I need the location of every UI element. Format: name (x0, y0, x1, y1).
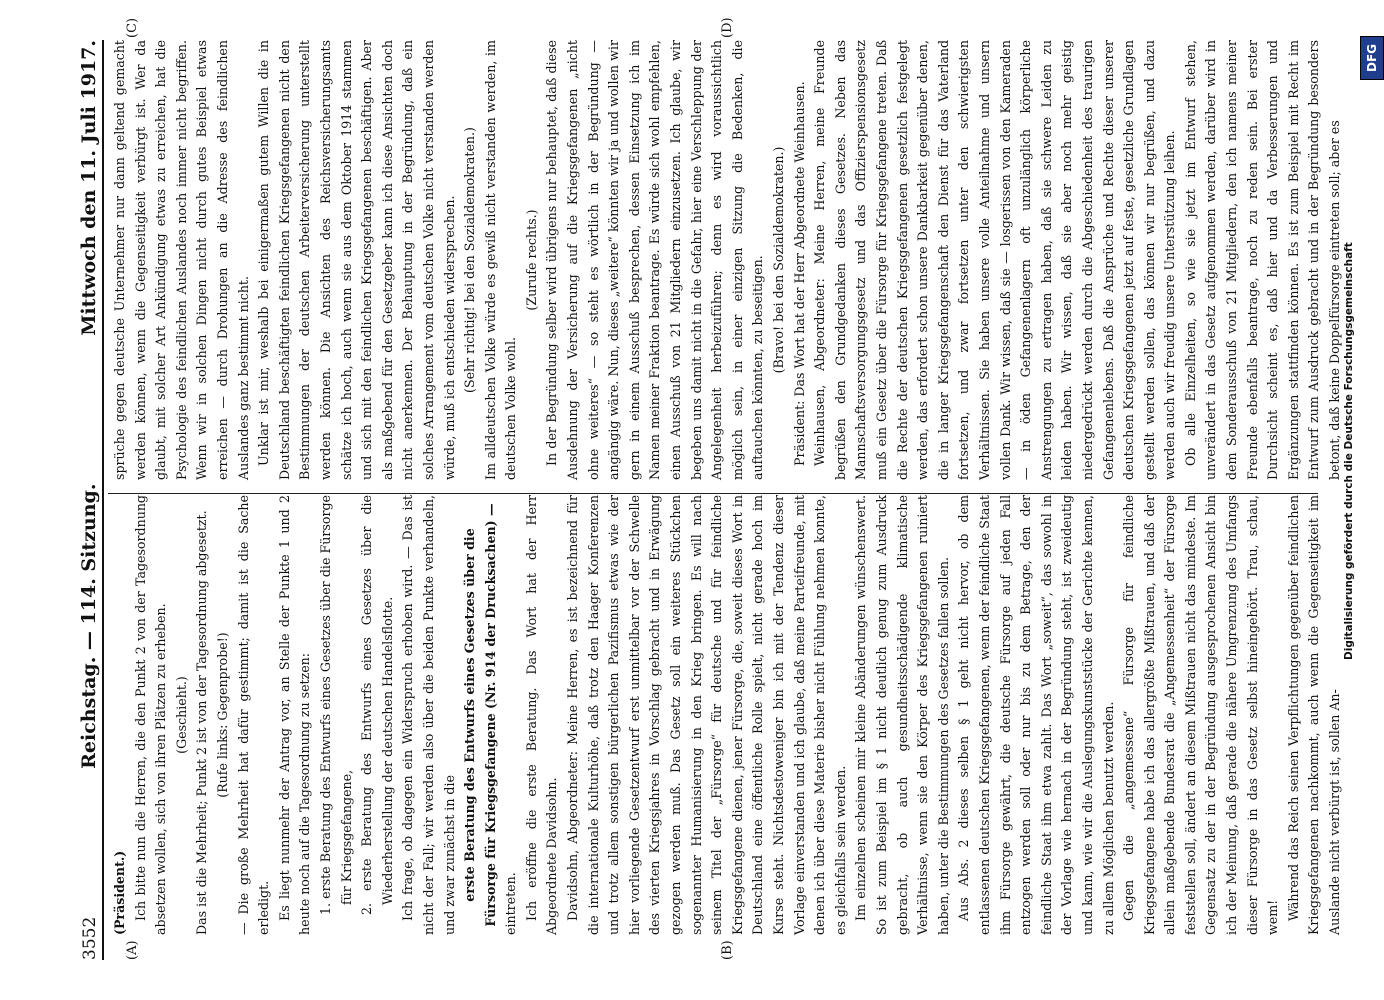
margin-mark-d: (D) (720, 17, 735, 38)
left_column-paragraph: Davidsohn, Abgeordneter: Meine Herren, es ist bezeichnend für die internationale Kulturhöhe, daß trotz den Haager Konferenzen und trotz allem sonstigen bürgerlichen Pazifismus etwas wie der hier vorliegende Gesetzentwurf erst unmittelbar vor der Schwelle des vierten Kriegsjahres in Vorschlag gebracht und in Erwägung gezogen werden muß. Das Gesetz soll ein weiteres Stückchen sogenannter Humanisierung in den Krieg bringen. Es will nach seinem Titel der „Fürsorge“ für deutsche und für feindliche Kriegsgefangene dienen, jener Fürsorge, die, soweit dieses Wort in Deutschland eine öffentliche Rolle spielt, nicht gerade hoch im Kurse steht. Nichtsdestoweniger bin ich mit der Tendenz dieser Vorlage einverstanden und ich glaube, daß meine Parteifreunde, mit denen ich über diese Materie bisher nicht Fühlung nehmen konnte, es gleichfalls sein werden. (565, 495, 848, 935)
margin-mark-c: (C) (125, 17, 140, 38)
left_column-paragraph: Das ist die Mehrheit; Punkt 2 ist von der Tagesordnung abgesetzt. (194, 510, 210, 935)
right_column-paragraph: Ob alle Einzelheiten, so wie sie jetzt im Entwurf stehen, unverändert in das Gesetz aufgenommen werden, darüber wird in dem Sonderausschuß von 21 Mitgliedern, den ich namens meiner Freunde ebenfalls beantrage, noch zu reden sein. Bei erster Durchsicht scheint es, daß hier und da Verbesserungen und Ergänzungen stattfinden können. Es ist zum Beispiel mit Recht im Entwurf zum Ausdruck gebracht und in der Begründung besonders betont, daß keine Doppelfürsorge eintreten soll; aber es (1182, 40, 1343, 480)
left_column-paragraph: (Rufe links: Gegenprobe!) (214, 632, 230, 798)
right_column-paragraph: sprüche gegen deutsche Unternehmer nur dann geltend gemacht werden können, wenn die Gegenseitigkeit verbürgt ist. Wer da glaubt, mit solcher Art Ankündigung etwas zu erreichen, hat die Psychologie des feindlichen Auslandes noch immer nicht begriffen. Wenn wir in solchen Dingen nicht durch gutes Beispiel etwas erreichen — durch Drohungen an die Adresse des feindlichen Auslandes ganz bestimmt nicht. (112, 40, 251, 480)
page-number: 3552 (80, 916, 100, 960)
left_column-paragraph: (Präsident.) (112, 850, 127, 935)
margin-mark-a: (A) (125, 940, 140, 960)
left_column-paragraph: Es liegt nunmehr der Antrag vor, an Stelle der Punkte 1 und 2 heute noch auf die Tagesordnung zu setzen: (276, 495, 313, 935)
right_column-paragraph: Weinhausen, Abgeordneter: Meine Herren, meine Freunde begrüßen den Grundgedanken dieses Gesetzes. Neben das Mannschaftsversorgungsgesetz und das Offizierspensionsgesetz muß ein Gesetz über die Fürsorge für Kriegsgefangene treten. Daß die Rechte der deutschen Kriegsgefangenen gesetzlich festgelegt werden, das erfordert schon unsere Dankbarkeit gegenüber denen, die in langer Kriegsgefangenschaft den Dienst für das Vaterland fortsetzen, und zwar fortsetzen unter den schwierigsten Verhältnissen. Sie haben unsere volle Anteilnahme und unsern vollen Dank. Wir wissen, daß sie — losgerissen von den Kameraden — in öden Gefangenenlagern oft unzulänglich körperliche Anstrengungen zu ertragen haben, daß sie schwere Leiden zu leiden haben. Wir wissen, daß sie aber noch mehr geistig niedergedrückt werden durch die Abgeschiedenheit des traurigen Gefangenenlebens. Daß die Ansprüche und Rechte dieser unserer deutschen Kriegsgefangenen jetzt auf feste, gesetzliche Grundlagen gestellt werden sollen, das können wir nur begrüßen, und dazu werden auch wir freudig unsere Unterstützung leihen. (812, 40, 1178, 480)
left_column-paragraph: — Die große Mehrheit hat dafür gestimmt; damit ist die Sache erledigt. (235, 495, 272, 935)
digitization-credit: Digitalisierung gefördert durch die Deutsche Forschungsgemeinschaft (1343, 242, 1355, 660)
right_column-paragraph: (Bravo! bei den Sozialdemokraten.) (771, 146, 786, 374)
right-column (110, 40, 1343, 480)
left-column (110, 495, 1343, 935)
right_column-paragraph: In der Begründung selber wird übrigens nur behauptet, daß diese Ausdehnung der Versicherung auf die Kriegsgefangenen „nicht ohne weiteres“ — so steht es wörtlich in der Begründung — angängig wäre. Nun, dieses „weitere“ könnten wir ja und wollen wir gern in einem Ausschuß besprechen, dessen Einsetzung ich im Namen meiner Fraktion beantrage. Es würde sich wohl empfehlen, einen Ausschuß von 21 Mitgliedern einzusetzen. Ich glaube, wir begeben uns damit nicht in die Gefahr, hier eine Verschleppung der Angelegenheit herbeizuführen; denn es wird voraussichtlich möglich sein, in einer einzigen Sitzung die Bedenken, die auftauchen könnten, zu beseitigen. (544, 40, 766, 480)
left_column-paragraph: Ich bitte nun die Herren, die den Punkt 2 von der Tagesordnung absetzen wollen, sich von ihren Plätzen zu erheben. (132, 495, 169, 935)
dfg-logo: DFG (1360, 36, 1384, 80)
left_column-paragraph: 2. erste Beratung des Entwurfs eines Gesetzes über die Wiederherstellung der deutschen Handelsflotte. (359, 495, 395, 915)
margin-mark-b: (B) (720, 940, 735, 960)
right_column-paragraph: (Zurufe rechts.) (523, 209, 539, 311)
header-rule (102, 40, 104, 960)
left_column-paragraph: erste Beratung des Entwurfs eines Gesetzes über die Fürsorge für Kriegsgefangene (Nr. 914 der Drucksachen) — (462, 503, 498, 927)
left_column-paragraph: eintreten. (503, 872, 519, 935)
left_column-paragraph: Ich frage, ob dagegen ein Widerspruch erhoben wird. — Das ist nicht der Fall; wir werden also über die beiden Punkte verhandeln, und zwar zunächst in die (400, 495, 457, 935)
left_column-paragraph: Aus Abs. 2 dieses selben § 1 geht nicht hervor, ob dem entlassenen deutschen Kriegsgefangenen, wenn der feindliche Staat ihm Fürsorge gewährt, die deutsche Fürsorge auf jeden Fall entzogen werden soll oder nur bis zu dem Betrage, den der feindliche Staat ihm etwa zahlt. Das Wort „soweit“, das sowohl in der Vorlage wie hernach in der Begründung steht, ist zweideutig und kann, wie wir die Auslegungskunststücke der Gerichte kennen, zu allem Möglichen benutzt werden. (956, 495, 1116, 935)
left_column-paragraph: Im einzelnen scheinen mir kleine Abänderungen wünschenswert. So ist zum Beispiel im § 1 nicht deutlich genug zum Ausdruck gebracht, ob auch gesundheitsschädigende klimatische Verhältnisse, wenn sie den Körper des Kriegsgefangenen ruiniert haben, unter die Bestimmungen des Gesetzes fallen sollen. (853, 495, 951, 935)
page-header (60, 40, 100, 960)
header-left: Reichstag. — 114. Sitzung. (78, 483, 100, 769)
left_column-paragraph: 1. erste Beratung des Entwurfs eines Gesetzes über die Fürsorge für Kriegsgefangene, (317, 495, 354, 915)
left_column-paragraph: Gegen die „angemessene“ Fürsorge für feindliche Kriegsgefangene habe ich das allergrößte Mißtrauen, und daß der allein maßgebende Bundesrat die „Angemessenheit“ der Fürsorge feststellen soll, ändert an diesem Mißtrauen nicht das mindeste. Im Gegensatz zu der in der Begründung ausgesprochenen Ansicht bin ich der Meinung, daß gerade die nähere Umgrenzung des Umfangs dieser Fürsorge in das Gesetz selbst hineingehört. Trau, schau, wem! (1121, 495, 1281, 935)
left_column-paragraph: (Geschieht.) (173, 676, 189, 754)
header-right: Mittwoch den 11. Juli 1917. (78, 40, 100, 336)
right_column-paragraph: (Sehr richtig! bei den Sozialdemokraten.) (462, 127, 478, 393)
right_column-paragraph: Im alldeutschen Volke würde es gewiß nicht verstanden werden, im deutschen Volke wohl. (482, 40, 519, 480)
column-divider (108, 493, 1318, 494)
left_column-paragraph: Während das Reich seinen Verpflichtungen gegenüber feindlichen Kriegsgefangenen nachkommt, auch wenn die Gegenseitigkeit im Auslande nicht verbürgt ist, sollen An- (1285, 495, 1343, 935)
right_column-paragraph: Unklar ist mir, weshalb bei einigermaßen gutem Willen die in Deutschland beschäftigten feindlichen Kriegsgefangenen nicht den Bestimmungen der deutschen Arbeiterversicherung unterstellt werden können. Die Ansichten des Reichsversicherungsamts schätze ich hoch, auch wenn sie aus dem Oktober 1914 stammen und sich mit den feindlichen Kriegsgefangenen beschäftigen. Aber als maßgebend für den Gesetzgeber kann ich diese Ansichten doch nicht anerkennen. Der Behauptung in der Begründung, daß ein solches Arrangement vom deutschen Volke nicht verstanden werden würde, muß ich entschieden widersprechen. (256, 40, 457, 480)
left_column-paragraph: Ich eröffne die erste Beratung. Das Wort hat der Herr Abgeordnete Davidsohn. (523, 495, 560, 935)
right_column-paragraph: Präsident: Das Wort hat der Herr Abgeordnete Weinhausen. (791, 81, 807, 466)
